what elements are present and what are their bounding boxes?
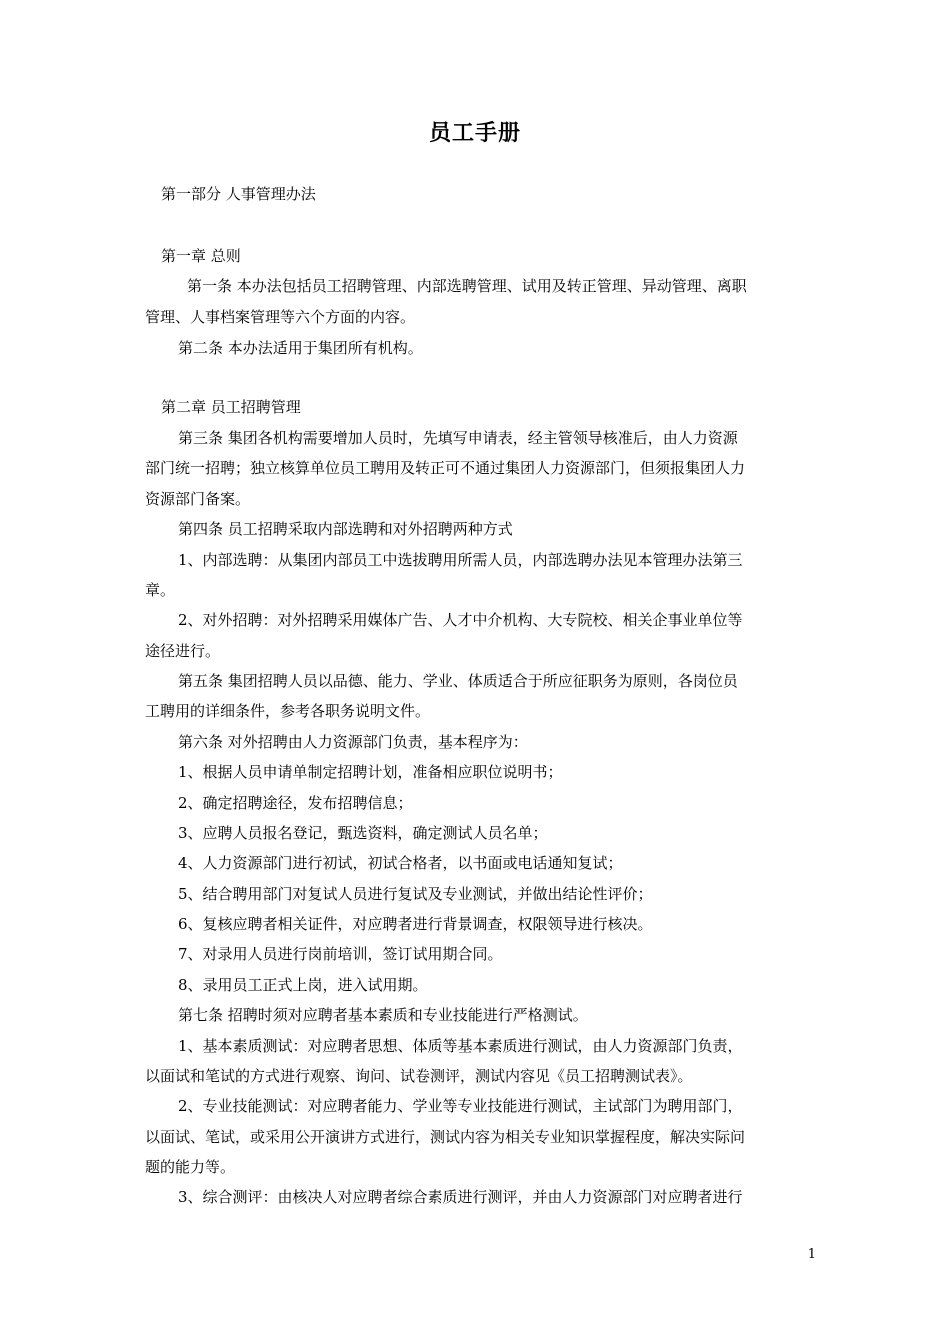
chapter-1-heading: 第一章 总则 [161,247,241,265]
article-6-step-3: 3、应聘人员报名登记，甄选资料，确定测试人员名单； [178,824,548,842]
article-6-step-6: 6、复核应聘者相关证件，对应聘者进行背景调查，权限领导进行核决。 [178,915,653,933]
article-7-item-1-line-1: 1、基本素质测试：对应聘者思想、体质等基本素质进行测试，由人力资源部门负责， [178,1037,743,1055]
article-3-line-2: 部门统一招聘；独立核算单位员工聘用及转正可不通过集团人力资源部门，但须报集团人力 [145,459,746,477]
article-1-line-1: 第一条 本办法包括员工招聘管理、内部选聘管理、试用及转正管理、异动管理、离职 [187,277,747,295]
article-4-item-1-line-2: 章。 [145,581,176,599]
article-4-item-1-line-1: 1、内部选聘：从集团内部员工中选拔聘用所需人员，内部选聘办法见本管理办法第三 [178,551,743,569]
article-6-step-5: 5、结合聘用部门对复试人员进行复试及专业测试，并做出结论性评价； [178,885,653,903]
article-7-item-1-line-2: 以面试和笔试的方式进行观察、询问、试卷测评，测试内容见《员工招聘测试表》。 [145,1067,693,1085]
part-heading: 第一部分 人事管理办法 [161,185,316,203]
article-4-item-2-line-1: 2、对外招聘：对外招聘采用媒体广告、人才中介机构、大专院校、相关企事业单位等 [178,611,743,629]
article-3-line-3: 资源部门备案。 [145,490,251,508]
article-4: 第四条 员工招聘采取内部选聘和对外招聘两种方式 [178,520,513,538]
document-title: 员工手册 [428,120,521,146]
article-5-line-1: 第五条 集团招聘人员以品德、能力、学业、体质适合于所应征职务为原则，各岗位员 [178,672,738,690]
chapter-2-heading: 第二章 员工招聘管理 [161,398,301,416]
article-7-item-2-line-3: 题的能力等。 [145,1158,236,1176]
article-7-item-3-line-1: 3、综合测评：由核决人对应聘者综合素质进行测评，并由人力资源部门对应聘者进行 [178,1188,743,1206]
article-7-item-2-line-1: 2、专业技能测试：对应聘者能力、学业等专业技能进行测试，主试部门为聘用部门， [178,1097,743,1115]
article-6-step-8: 8、录用员工正式上岗，进入试用期。 [178,976,428,994]
article-6-step-2: 2、确定招聘途径，发布招聘信息； [178,794,413,812]
article-5-line-2: 工聘用的详细条件，参考各职务说明文件。 [145,702,431,720]
article-1-line-2: 管理、人事档案管理等六个方面的内容。 [145,308,416,326]
page-number: 1 [807,1247,816,1262]
article-6-step-1: 1、根据人员申请单制定招聘计划，准备相应职位说明书； [178,763,563,781]
article-7-item-2-line-2: 以面试、笔试，或采用公开演讲方式进行，测试内容为相关专业知识掌握程度，解决实际问 [145,1128,746,1146]
article-4-item-2-line-2: 途径进行。 [145,642,221,660]
article-6-step-7: 7、对录用人员进行岗前培训，签订试用期合同。 [178,945,503,963]
article-6: 第六条 对外招聘由人力资源部门负责，基本程序为： [178,733,528,751]
article-7: 第七条 招聘时须对应聘者基本素质和专业技能进行严格测试。 [178,1006,588,1024]
article-6-step-4: 4、人力资源部门进行初试，初试合格者，以书面或电话通知复试； [178,854,623,872]
article-2: 第二条 本办法适用于集团所有机构。 [178,339,423,357]
article-3-line-1: 第三条 集团各机构需要增加人员时，先填写申请表，经主管领导核准后，由人力资源 [178,429,738,447]
